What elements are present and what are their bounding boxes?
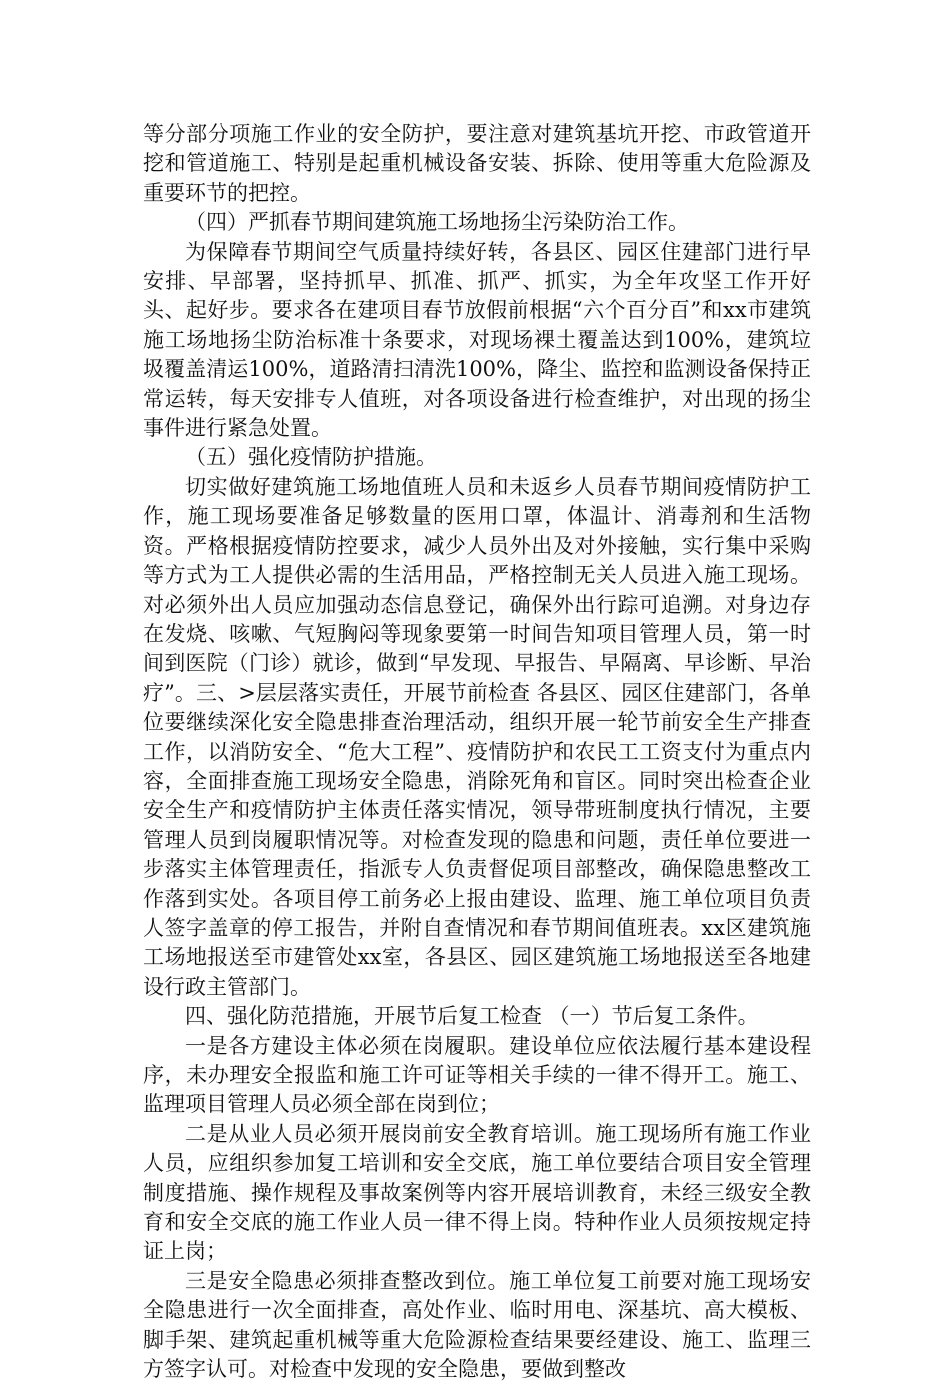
section-heading-resumption: 四、强化防范措施，开展节后复工检查 （一）节后复工条件。 (185, 1004, 759, 1029)
paragraph-condition-1: 一是各方建设主体必须在岗履职。建设单位应依法履行基本建设程序，未办理安全报监和施工许可证等相关手续的一律不得开工。施工、监理项目管理人员必须全部在岗到位； (143, 1033, 811, 1117)
section-heading-epidemic: （五）强化疫情防护措施。 (185, 445, 437, 470)
paragraph-epidemic: 切实做好建筑施工场地值班人员和未返乡人员春节期间疫情防护工作，施工现场要准备足够数量的医用口罩，体温计、消毒剂和生活物资。严格根据疫情防控要求，减少人员外出及对外接触，实行集中采购等方式为工人提供必需的生活用品，严格控制无关人员进入施工现场。对必须外出人员应加强动态信息登记，确保外出行踪可追溯。对身边存在发烧、咳嗽、气短胸闷等现象要第一时间告知项目管理人员，第一时间到医院（门诊）就诊，做到“早发现、早报告、早隔离、早诊断、早治疗”。三、>层层落实责任，开展节前检查 各县区、园区住建部门，各单位要继续深化安全隐患排查治理活动，组织开展一轮节前安全生产排查工作，以消防安全、“危大工程”、疫情防护和农民工工资支付为重点内容，全面排查施工现场安全隐患，消除死角和盲区。同时突出检查企业安全生产和疫情防护主体责任落实情况，领导带班制度执行情况，主要管理人员到岗履职情况等。对检查发现的隐患和问题，责任单位要进一步落实主体管理责任，指派专人负责督促项目部整改，确保隐患整改工作落到实处。各项目停工前务必上报由建设、监理、施工单位项目负责人签字盖章的停工报告，并附自查情况和春节期间值班表。xx区建筑施工场地报送至市建管处xx室，各县区、园区建筑施工场地报送至各地建设行政主管部门。 (143, 474, 811, 999)
paragraph-condition-3: 三是安全隐患必须排查整改到位。施工单位复工前要对施工现场安全隐患进行一次全面排查，高处作业、临时用电、深基坑、高大模板、脚手架、建筑起重机械等重大危险源检查结果要经建设、施工、监理三方签字认可。对检查中发现的安全隐患，要做到整改 (143, 1268, 811, 1382)
paragraph-condition-2: 二是从业人员必须开展岗前安全教育培训。施工现场所有施工作业人员，应组织参加复工培训和安全交底，施工单位要结合项目安全管理制度措施、操作规程及事故案例等内容开展培训教育，未经三级安全教育和安全交底的施工作业人员一律不得上岗。特种作业人员须按规定持证上岗； (143, 1121, 811, 1264)
paragraph-continuation: 等分部分项施工作业的安全防护，要注意对建筑基坑开挖、市政管道开挖和管道施工、特别是起重机械设备安装、拆除、使用等重大危险源及重要环节的把控。 (143, 122, 811, 205)
document-body (143, 120, 811, 1384)
section-heading-dust-control: （四）严抓春节期间建筑施工场地扬尘污染防治工作。 (185, 210, 689, 235)
paragraph-dust-control: 为保障春节期间空气质量持续好转，各县区、园区住建部门进行早安排、早部署，坚持抓早、抓准、抓严、抓实，为全年攻坚工作开好头、起好步。要求各在建项目春节放假前根据“六个百分百”和xx市建筑施工场地扬尘防治标准十条要求，对现场裸土覆盖达到100%，建筑垃圾覆盖清运100%，道路清扫清洗100%，降尘、监控和监测设备保持正常运转，每天安排专人值班，对各项设备进行检查维护，对出现的扬尘事件进行紧急处置。 (143, 239, 811, 441)
